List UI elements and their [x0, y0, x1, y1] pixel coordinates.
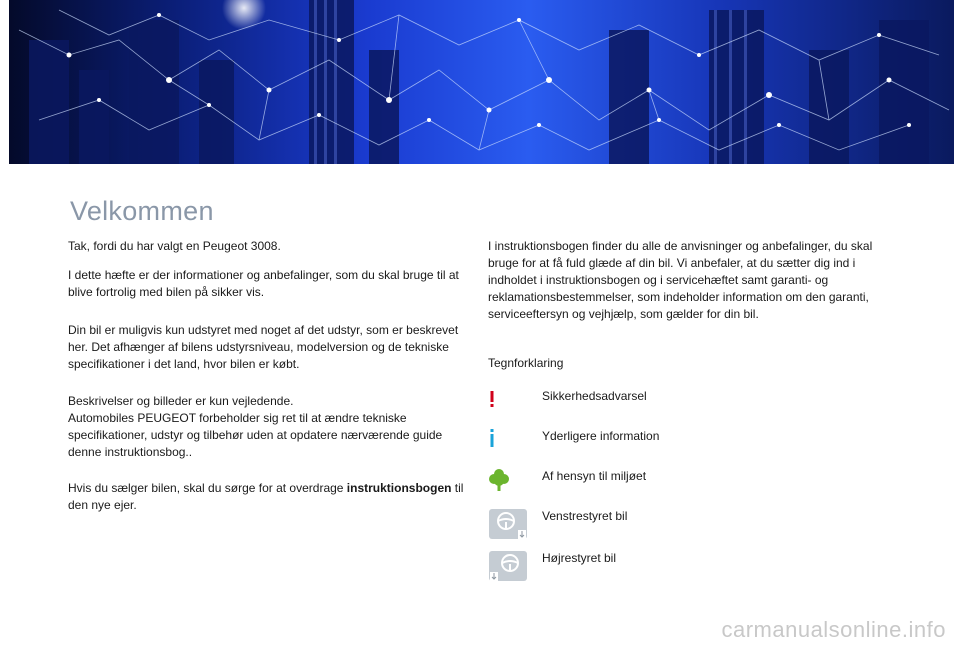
legend-title: Tegnforklaring — [488, 356, 564, 370]
legend-label: Sikkerhedsadvarsel — [542, 389, 647, 403]
legend-item-info — [488, 428, 888, 464]
legend-item-left-hand-drive — [488, 508, 888, 544]
manual-info-paragraph: I instruktionsbogen finder du alle de anvisninger og anbefalinger, du skal bruge for at få fuld glæde af din bil. Vi anbefaler, at du sætter dig ind i indholdet i instruktionsbogen og i servicehæftet samt garanti- og reklamationsbestemmelser, som indeholder information om den garanti, serviceeftersyn og vejhjælp, som gælder for din bil. — [488, 239, 873, 321]
network-city-graphic — [9, 0, 954, 164]
legend-item-right-hand-drive — [488, 550, 888, 586]
purpose-paragraph: I dette hæfte er der informationer og anbefalinger, som du skal bruge til at blive fortrolig med bilen på sikker vis. — [68, 268, 459, 299]
legend-item-safety — [488, 388, 888, 424]
steering-wheel-left-icon — [488, 508, 528, 544]
legend-label: Højrestyret bil — [542, 551, 617, 565]
page-title: Velkommen — [70, 196, 214, 226]
intro-paragraph: Tak, fordi du har valgt en Peugeot 3008. — [68, 239, 281, 253]
steering-wheel-right-icon — [488, 550, 528, 586]
legend-label: Venstrestyret bil — [542, 509, 628, 523]
resale-paragraph — [68, 480, 468, 514]
legend-label: Af hensyn til miljøet — [542, 469, 647, 483]
exclamation-icon — [488, 388, 528, 424]
resale-text-before: Hvis du sælger bilen, skal du sørge for at overdrage — [68, 481, 347, 495]
watermark: carmanualsonline.info — [721, 617, 946, 642]
resale-text-after: til den nye ejer. — [68, 481, 464, 512]
resale-text-bold: instruktionsbogen — [346, 481, 452, 495]
legend-label: Yderligere information — [542, 429, 660, 443]
disclaimer-line-2: Automobiles PEUGEOT forbeholder sig ret til at ændre tekniske specifikationer, udstyr og tilbehør uden at opdatere nærværende guide denne instruktionsbog.. — [68, 411, 443, 459]
disclaimer-paragraph — [68, 393, 468, 461]
header-banner-image — [9, 0, 954, 164]
tree-icon — [488, 468, 528, 504]
disclaimer-line-1: Beskrivelser og billeder er kun vejledende. — [68, 394, 294, 408]
legend-item-environment — [488, 468, 888, 504]
equipment-paragraph: Din bil er muligvis kun udstyret med noget af det udstyr, som er beskrevet her. Det afhænger af bilens udstyrsniveau, modelversion og de tekniske specifikationer i det land, hvor bilen er købt. — [68, 323, 459, 371]
info-icon — [488, 428, 528, 464]
